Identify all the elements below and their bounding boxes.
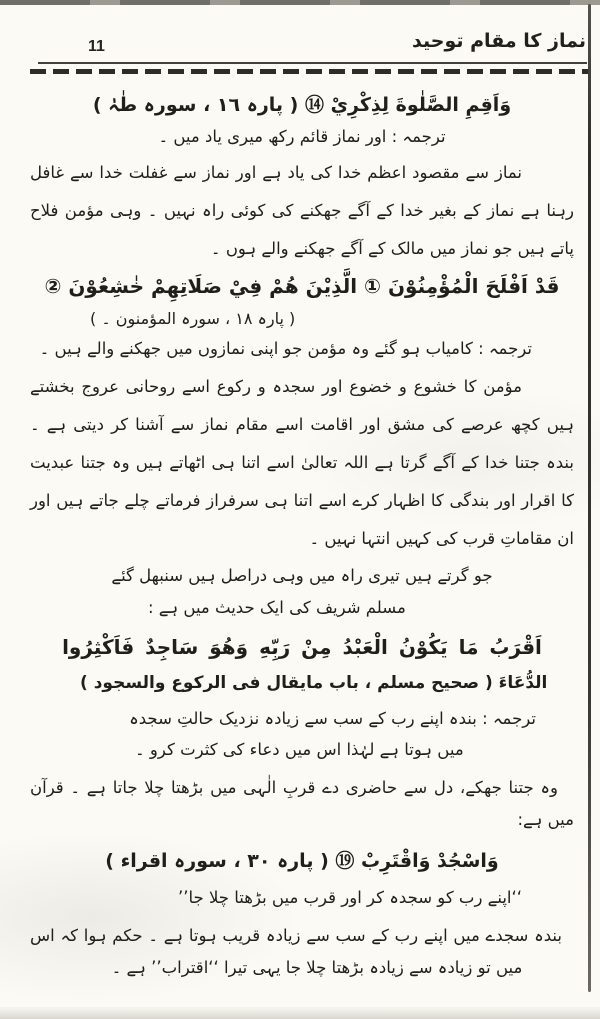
paragraph-iqtirab-line1: بندہ سجدے میں اپنے رب کے سب سے زیادہ قریب ہوتا ہے ۔ حکم ہوا کہ اس <box>30 926 562 945</box>
quran-verse-iqra: وَاسْجُدْ وَاقْتَرِبْ ⑲ ( پارہ ٣٠ ، سورہ اقراء ) <box>105 850 499 872</box>
paragraph-purpose-of-namaz: نماز سے مقصود اعظم خدا کی یاد ہے اور نماز سے غفلت خدا سے غافل رہنا ہے نماز کے بغیر خدا کے آگے جھکنے کی کوئی راہ نہیں ۔ وہی مؤمن فلاح پاتے ہیں جو نماز میں مالک کے آگے جھکنے والے ہوں ۔ <box>30 163 574 258</box>
hadith-translation-line1: ترجمہ : بندہ اپنے رب کے سب سے زیادہ نزدیک حالتِ سجدہ <box>129 709 536 728</box>
scan-top-edge-artifact <box>0 0 600 5</box>
verse-muminun-reference: ( پارہ ١٨ ، سورہ المؤمنون ۔ ) <box>90 309 296 328</box>
paragraph-bowing-line1: وہ جتنا جھکے، دل سے حاضری دے قربِ الٰہی میں بڑھتا چلا جاتا ہے ۔ قرآن <box>30 778 558 797</box>
page-number: 11 <box>88 38 105 55</box>
header-rule-solid <box>38 62 587 64</box>
hadith-arabic-line1: اَقْرَبُ مَا يَكُوْنُ الْعَبْدُ مِنْ رَبِّهِ وَهُوَ سَاجِدٌ فَاَكْثِرُوا <box>62 635 542 659</box>
running-header-title: نماز کا مقام توحید <box>412 30 586 52</box>
poetry-couplet: جو گرتے ہیں تیری راہ میں وہی دراصل ہیں سنبھل گئے <box>111 566 493 585</box>
hadith-intro-line: مسلم شریف کی ایک حدیث میں ہے : <box>148 598 406 617</box>
paragraph-iqtirab-line2: میں تو زیادہ سے زیادہ بڑھتا چلا جا یہی تیرا ‘‘اقتراب’’ ہے ۔ <box>111 958 523 977</box>
verse-iqra-translation-quote: ‘‘اپنے رب کو سجدہ کر اور قرب میں بڑھتا چلا جا’’ <box>178 888 522 907</box>
scan-bottom-edge-artifact <box>0 1007 600 1019</box>
header-rule-dashed <box>30 69 588 74</box>
page-body <box>30 84 574 984</box>
quran-verse-taha: وَاَقِمِ الصَّلٰوةَ لِذِكْرِيْ ⑭ ( پارہ ١٦ ، سورہ طٰہٰ ) <box>92 94 512 116</box>
page-spine-line <box>588 4 591 992</box>
hadith-translation-line2: میں ہوتا ہے لہٰذا اس میں دعاء کی کثرت کرو ۔ <box>135 740 464 759</box>
hadith-arabic-line2-reference: الدُّعَاءَ ( صحیح مسلم ، باب مایقال فی الرکوع والسجود ) <box>80 673 548 693</box>
quran-verse-muminun: قَدْ اَفْلَحَ الْمُؤْمِنُوْنَ ① الَّذِيْنَ هُمْ فِيْ صَلَاتِهِمْ خٰشِعُوْنَ ② <box>44 274 560 298</box>
paragraph-bowing-line2: میں ہے: <box>517 810 574 829</box>
verse-muminun-translation: ترجمہ : کامیاب ہو گئے وہ مؤمن جو اپنی نمازوں میں جھکنے والے ہیں ۔ <box>39 339 532 358</box>
paragraph-khushu-and-nearness: مؤمن کا خشوع و خضوع اور سجدہ و رکوع اسے روحانی عروج بخشتے ہیں کچھ عرصے کی مشق اور اقامت اسے مقام نماز سے آشنا کر دیتی ہے ۔ بندہ جتنا خدا کے آگے گرتا ہے اللہ تعالیٰ اسے اتنا ہی اٹھاتے ہیں وہ جتنا عبدیت کا اقرار اور بندگی کا اظہار کرے اسے اتنا ہی سرفراز فرماتے چلے جاتے ہیں اور ان مقاماتِ قرب کی کہیں انتہا نہیں ۔ <box>30 377 574 548</box>
verse-taha-translation: ترجمہ : اور نماز قائم رکھ میری یاد میں ۔ <box>158 127 446 146</box>
